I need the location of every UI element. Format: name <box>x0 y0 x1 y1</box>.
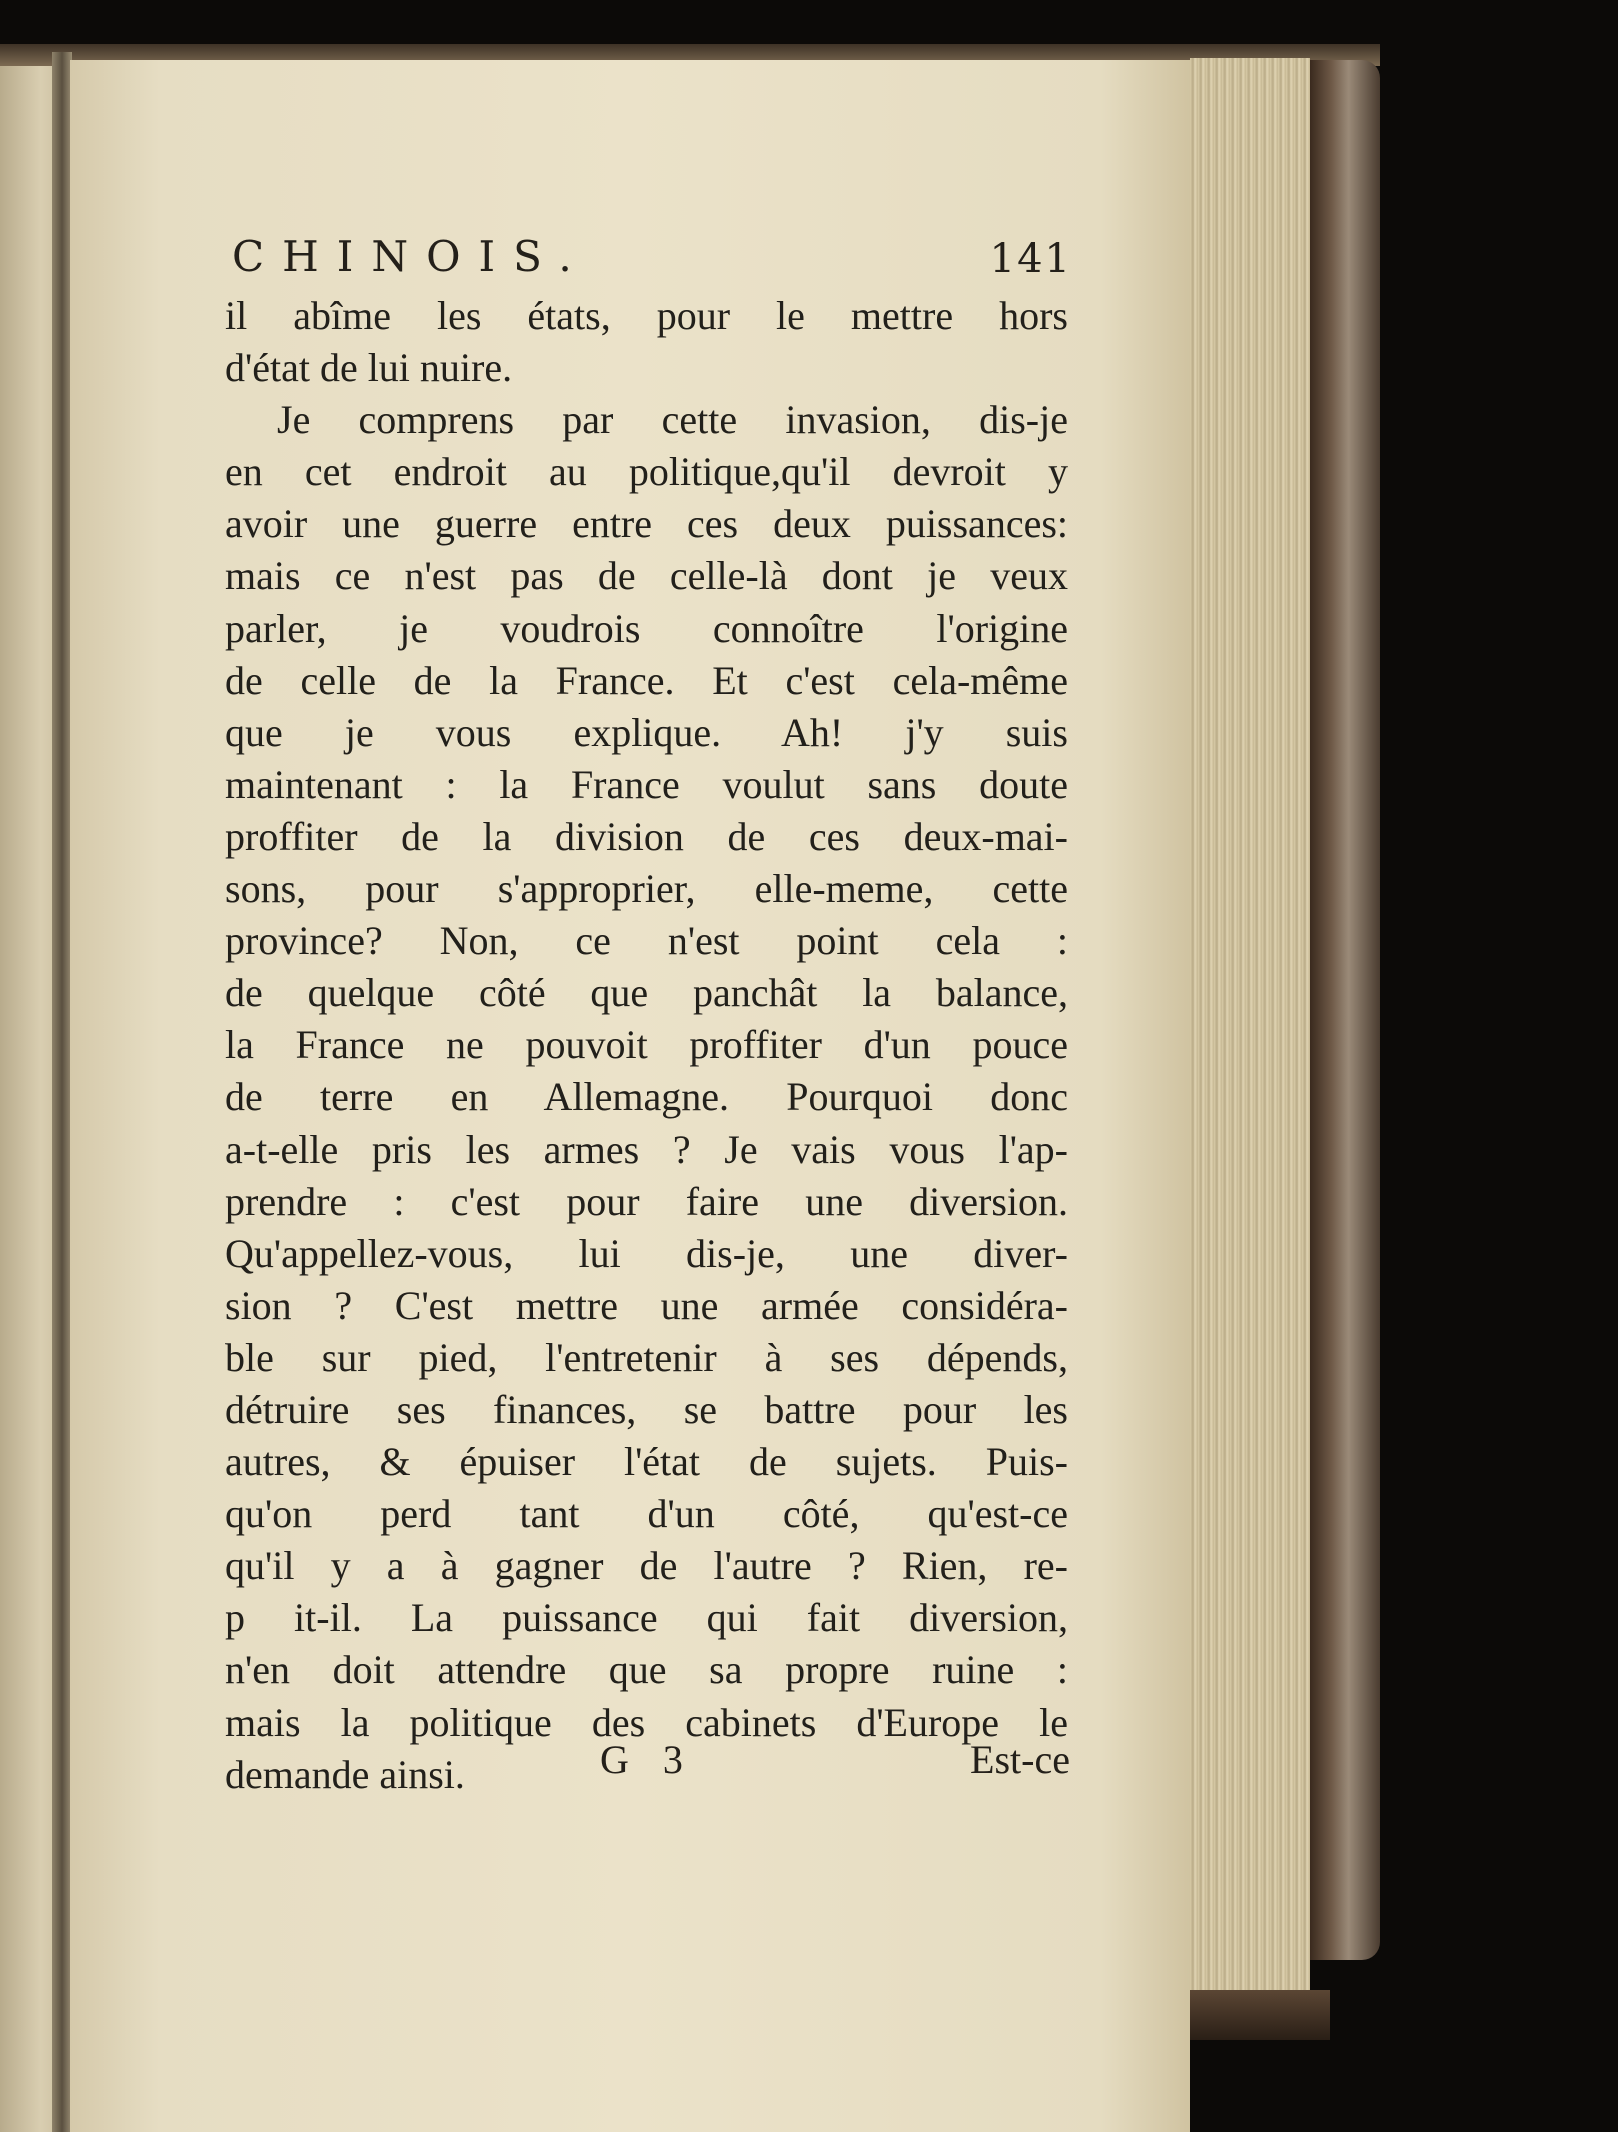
text-line: mais la politique des cabinets d'Europe le <box>225 1699 1068 1745</box>
text-line: de terre en Allemagne. Pourquoi donc <box>225 1074 1068 1120</box>
text-line: proffiter de la division de ces deux-mai- <box>225 813 1068 859</box>
text-line: p it-il. La puissance qui fait diversion, <box>225 1595 1068 1641</box>
text-line: prendre : c'est pour faire une diversion. <box>225 1178 1068 1224</box>
text-line: d'état de lui nuire. <box>225 345 513 391</box>
text-line: sion ? C'est mettre une armée considéra- <box>225 1282 1068 1328</box>
page-header <box>232 232 1072 282</box>
book-cover <box>1310 60 1380 1960</box>
text-line: n'en doit attendre que sa propre ruine : <box>225 1647 1068 1693</box>
text-line: autres, & épuiser l'état de sujets. Puis- <box>225 1439 1068 1485</box>
book-gutter <box>52 52 72 2132</box>
body-text <box>225 290 1068 1801</box>
page-number: 141 <box>989 236 1072 282</box>
text-line: détruire ses finances, se battre pour les <box>225 1386 1068 1432</box>
text-line: en cet endroit au politique,qu'il devroit y <box>225 449 1068 495</box>
catchword: Est-ce <box>970 1737 1070 1782</box>
page-footer <box>600 1736 1070 1786</box>
book-cover-bottom <box>1190 1990 1330 2040</box>
text-line: Qu'appellez-vous, lui dis-je, une diver- <box>225 1230 1068 1276</box>
text-line: sons, pour s'approprier, elle-meme, cette <box>225 866 1068 912</box>
running-title: CHINOIS. <box>232 232 590 281</box>
text-line: que je vous explique. Ah! j'y suis <box>225 709 1068 755</box>
page-block-edges <box>1190 58 1310 2008</box>
text-line: de celle de la France. Et c'est cela-même <box>225 657 1068 703</box>
text-line: qu'on perd tant d'un côté, qu'est-ce <box>225 1491 1068 1537</box>
text-line: la France ne pouvoit proffiter d'un pouce <box>225 1022 1068 1068</box>
text-line: Je comprens par cette invasion, dis-je <box>277 397 1068 443</box>
text-line: demande ainsi. <box>225 1751 465 1797</box>
text-line: parler, je voudrois connoître l'origine <box>225 605 1068 651</box>
text-line: ble sur pied, l'entretenir à ses dépends, <box>225 1334 1068 1380</box>
text-line: a-t-elle pris les armes ? Je vais vous l'ap- <box>225 1126 1068 1172</box>
signature-mark: G 3 <box>600 1737 695 1782</box>
text-line: province? Non, ce n'est point cela : <box>225 918 1068 964</box>
text-line: qu'il y a à gagner de l'autre ? Rien, re- <box>225 1543 1068 1589</box>
text-line: maintenant : la France voulut sans doute <box>225 761 1068 807</box>
text-line: il abîme les états, pour le mettre hors <box>225 293 1068 338</box>
text-line: avoir une guerre entre ces deux puissances: <box>225 501 1068 547</box>
text-line: mais ce n'est pas de celle-là dont je veux <box>225 553 1068 599</box>
text-line: de quelque côté que panchât la balance, <box>225 970 1068 1016</box>
